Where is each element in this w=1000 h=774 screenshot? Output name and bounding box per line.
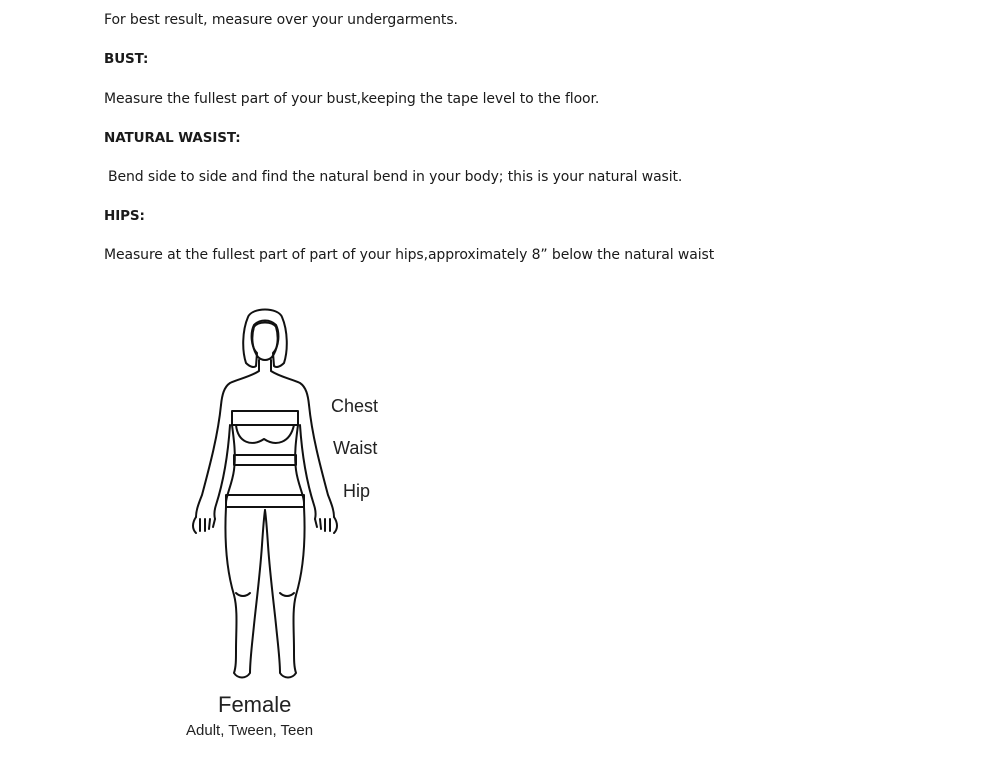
right-hand — [315, 517, 337, 533]
figure-caption-subtitle: Adult, Tween, Teen — [186, 722, 314, 739]
bust-heading: BUST: — [104, 51, 149, 67]
waist-measure-band — [234, 455, 296, 465]
chest-label: Chest — [331, 396, 379, 416]
female-body-outline — [180, 305, 350, 690]
left-leg — [225, 507, 265, 678]
hip-measure-band — [226, 495, 304, 507]
waist-label: Waist — [333, 438, 378, 458]
right-knee — [280, 593, 294, 596]
face-outline — [252, 323, 277, 361]
waist-text: Bend side to side and find the natural bend in your body; this is your natural wasit. — [108, 169, 683, 185]
bust-text: Measure the fullest part of your bust,keeping the tape level to the floor. — [104, 91, 600, 107]
waist-heading: NATURAL WASIST: — [104, 130, 241, 146]
bust-outline — [236, 425, 294, 443]
intro-text: For best result, measure over your undergarments. — [104, 12, 458, 28]
left-knee — [236, 593, 250, 596]
chest-measure-band — [232, 411, 298, 425]
hips-heading: HIPS: — [104, 208, 145, 224]
hips-text: Measure at the fullest part of part of your hips,approximately 8” below the natural waist — [104, 247, 715, 263]
head-outline — [243, 310, 287, 368]
left-hand — [193, 517, 215, 533]
figure-caption-title: Female — [218, 692, 292, 717]
right-leg — [265, 507, 305, 678]
hip-label: Hip — [343, 481, 371, 501]
right-arm — [300, 405, 334, 519]
left-arm — [196, 405, 230, 519]
